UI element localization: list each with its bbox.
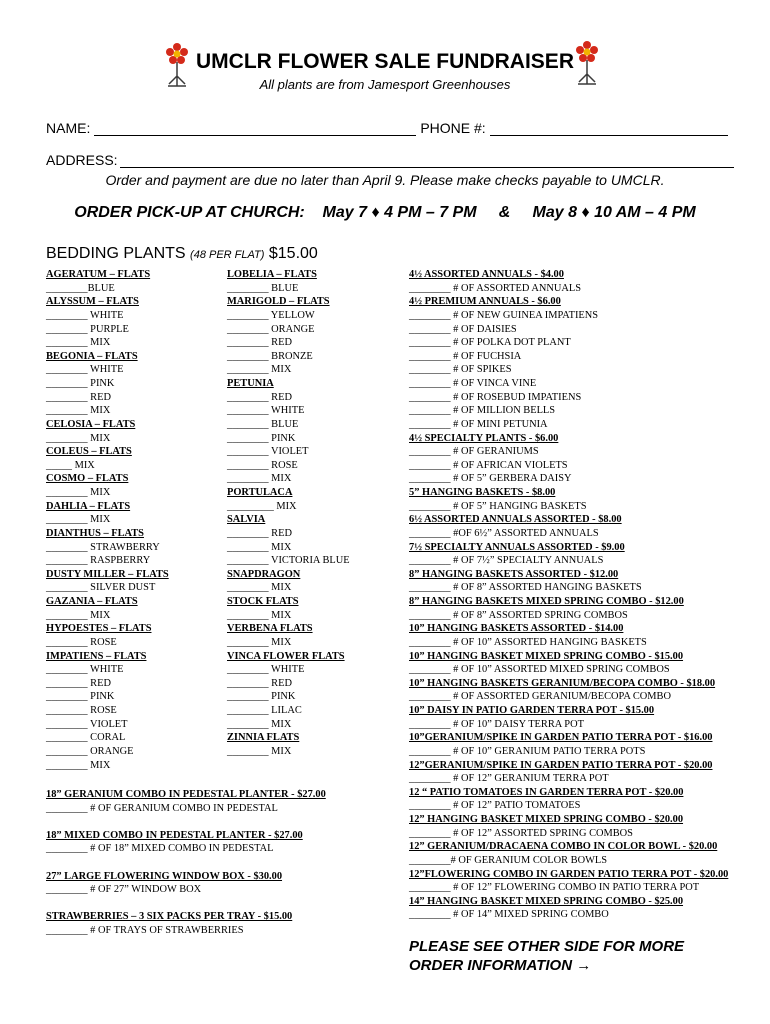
order-line[interactable]: ________ MIX: [46, 487, 111, 498]
order-line[interactable]: ________ RASPBERRY: [46, 555, 151, 567]
order-line[interactable]: ________ ORANGE: [227, 323, 315, 335]
order-line[interactable]: ________ MIX: [227, 473, 292, 485]
name-phone-row: [46, 120, 728, 136]
item-heading: MARIGOLD – FLATS: [227, 296, 330, 308]
phone-field[interactable]: [490, 120, 728, 136]
item-heading: 6½ ASSORTED ANNUALS ASSORTED - $8.00: [409, 514, 622, 526]
order-line[interactable]: ________ PINK: [227, 691, 296, 703]
order-line[interactable]: ________BLUE: [46, 282, 115, 294]
planter-list: [46, 788, 326, 938]
order-line[interactable]: ________ # OF 5” GERBERA DAISY: [409, 473, 572, 485]
order-line[interactable]: ________ PINK: [46, 691, 115, 703]
order-line[interactable]: ________ RED: [227, 391, 292, 403]
order-line[interactable]: ________ LILAC: [227, 705, 302, 716]
page-subtitle: All plants are from Jamesport Greenhouses: [259, 77, 511, 92]
order-line[interactable]: ________ # OF SPIKES: [409, 364, 512, 376]
item-heading: COLEUS – FLATS: [46, 446, 132, 458]
order-line[interactable]: ________ # OF AFRICAN VIOLETS: [409, 459, 568, 471]
item-heading: 12 “ PATIO TOMATOES IN GARDEN TERRA POT - $20.00: [409, 786, 684, 798]
order-line[interactable]: _________ MIX: [227, 500, 297, 512]
item-heading: BEGONIA – FLATS: [46, 350, 138, 362]
section-per-flat: (48 PER FLAT): [190, 249, 265, 261]
order-line[interactable]: ________ # OF 10” ASSORTED HANGING BASKETS: [409, 636, 647, 648]
order-line[interactable]: ________ ORANGE: [46, 745, 134, 757]
order-line[interactable]: ________ MIX: [46, 405, 111, 417]
order-line[interactable]: ________ # OF POLKA DOT PLANT: [409, 337, 571, 349]
order-line[interactable]: ________ # OF 5” HANGING BASKETS: [409, 500, 587, 512]
order-line[interactable]: ________ # OF 7½” SPECIALTY ANNUALS: [409, 555, 604, 567]
planter-order-line[interactable]: ________ # OF 27” WINDOW BOX: [46, 884, 202, 896]
see-other-side-note: [409, 937, 684, 975]
item-heading: 8” HANGING BASKETS MIXED SPRING COMBO - $12.00: [409, 596, 684, 607]
see-other-side-line2: ORDER INFORMATION →: [409, 957, 592, 974]
item-heading: 4½ PREMIUM ANNUALS - $6.00: [409, 296, 561, 308]
order-line[interactable]: ________ MIX: [227, 636, 292, 648]
order-line[interactable]: ________ PINK: [227, 432, 296, 444]
item-heading: 10” DAISY IN PATIO GARDEN TERRA POT - $15.00: [409, 705, 655, 716]
item-heading: 12” HANGING BASKET MIXED SPRING COMBO - $20.00: [409, 814, 684, 825]
order-line[interactable]: ________ MIX: [227, 364, 292, 376]
plant-column-2: [227, 268, 350, 759]
section-label: BEDDING PLANTS: [46, 245, 186, 262]
item-heading: CELOSIA – FLATS: [46, 418, 136, 430]
order-line[interactable]: ________ SILVER DUST: [46, 582, 156, 594]
item-heading: ALYSSUM – FLATS: [46, 296, 139, 308]
order-line[interactable]: ________ WHITE: [227, 405, 305, 417]
item-heading: 10” HANGING BASKETS GERANIUM/BECOPA COMBO - $18.00: [409, 677, 716, 689]
item-heading: 14” HANGING BASKET MIXED SPRING COMBO - $25.00: [409, 895, 684, 907]
name-field[interactable]: [94, 120, 416, 136]
order-line[interactable]: ________ RED: [227, 337, 292, 349]
order-line[interactable]: ________ RED: [227, 677, 292, 689]
planter-order-line[interactable]: ________ # OF GERANIUM COMBO IN PEDESTAL: [46, 802, 278, 814]
order-line[interactable]: ________ STRAWBERRY: [46, 541, 160, 553]
order-line[interactable]: ________ WHITE: [46, 664, 124, 676]
order-note: Order and payment are due no later than April 9. Please make checks payable to UMCLR.: [105, 172, 665, 188]
order-line[interactable]: ________ MIX: [46, 759, 111, 771]
planter-order-line[interactable]: ________ # OF TRAYS OF STRAWBERRIES: [46, 924, 244, 936]
planter-heading: STRAWBERRIES – 3 SIX PACKS PER TRAY - $15.00: [46, 911, 293, 923]
item-heading: PETUNIA: [227, 378, 274, 389]
order-line[interactable]: ________ # OF ROSEBUD IMPATIENS: [409, 391, 582, 403]
order-line[interactable]: ________ # OF 10” DAISY TERRA POT: [409, 718, 584, 730]
planter-heading: 18” MIXED COMBO IN PEDESTAL PLANTER - $27.00: [46, 829, 303, 841]
order-line[interactable]: ________ ROSE: [46, 705, 117, 716]
order-line[interactable]: ________ PURPLE: [46, 323, 129, 335]
order-line[interactable]: ________ # OF 12” FLOWERING COMBO IN PATIO TERRA POT: [409, 882, 700, 894]
order-line[interactable]: ________ # OF 10” GERANIUM PATIO TERRA POTS: [409, 745, 646, 757]
order-line[interactable]: ________ # OF MINI PETUNIA: [409, 418, 548, 430]
page-title: UMCLR FLOWER SALE FUNDRAISER: [196, 50, 574, 73]
item-heading: 5” HANGING BASKETS - $8.00: [409, 487, 556, 498]
order-line[interactable]: ________ # OF 12” PATIO TOMATOES: [409, 800, 581, 812]
item-heading: DAHLIA – FLATS: [46, 500, 131, 512]
order-line[interactable]: ________ # OF FUCHSIA: [409, 350, 522, 362]
see-other-side-line1: PLEASE SEE OTHER SIDE FOR MORE: [409, 938, 685, 955]
planter-heading: 27” LARGE FLOWERING WINDOW BOX - $30.00: [46, 870, 283, 882]
item-heading: HYPOESTES – FLATS: [46, 623, 152, 635]
order-line[interactable]: ________ # OF 14” MIXED SPRING COMBO: [409, 909, 609, 921]
order-line[interactable]: ________ WHITE: [227, 664, 305, 676]
order-line[interactable]: ________ MIX: [46, 337, 111, 349]
item-heading: 8” HANGING BASKETS ASSORTED - $12.00: [409, 568, 619, 580]
planter-item: [46, 788, 326, 815]
order-line[interactable]: ________ YELLOW: [227, 309, 315, 321]
item-heading: VERBENA FLATS: [227, 623, 313, 635]
item-heading: 4½ ASSORTED ANNUALS - $4.00: [409, 269, 564, 280]
order-line[interactable]: ________# OF GERANIUM COLOR BOWLS: [409, 854, 608, 866]
order-line[interactable]: ________ MIX: [227, 609, 292, 621]
order-line[interactable]: ________ VIOLET: [46, 718, 128, 730]
order-line[interactable]: ________ # OF 12” GERANIUM TERRA POT: [409, 773, 609, 785]
address-field[interactable]: [120, 152, 734, 168]
order-line[interactable]: ________ WHITE: [46, 364, 124, 376]
address-row: [46, 152, 734, 168]
item-heading: STOCK FLATS: [227, 596, 299, 607]
order-line[interactable]: ________ BLUE: [227, 418, 299, 430]
item-heading: LOBELIA – FLATS: [227, 269, 317, 280]
order-line[interactable]: ________ MIX: [227, 745, 292, 757]
item-heading: 10” HANGING BASKETS ASSORTED - $14.00: [409, 623, 624, 635]
item-heading: DIANTHUS – FLATS: [46, 527, 144, 539]
item-heading: 12”FLOWERING COMBO IN GARDEN PATIO TERRA POT - $20.00: [409, 868, 729, 880]
item-heading: IMPATIENS – FLATS: [46, 650, 147, 662]
pickup-info: ORDER PICK-UP AT CHURCH: May 7 ♦ 4 PM – 7 PM & May 8 ♦ 10 AM – 4 PM: [74, 204, 696, 221]
item-heading: ZINNIA FLATS: [227, 732, 300, 744]
item-heading: COSMO – FLATS: [46, 473, 129, 485]
item-heading: 7½ SPECIALTY ANNUALS ASSORTED - $9.00: [409, 541, 625, 553]
item-heading: SALVIA: [227, 514, 266, 526]
item-heading: 4½ SPECIALTY PLANTS - $6.00: [409, 432, 559, 444]
planter-item: [46, 870, 326, 897]
order-line[interactable]: ________ # OF ASSORTED ANNUALS: [409, 282, 581, 294]
item-heading: 12”GERANIUM/SPIKE IN GARDEN PATIO TERRA POT - $20.00: [409, 759, 713, 771]
planter-heading: 18” GERANIUM COMBO IN PEDESTAL PLANTER - $27.00: [46, 789, 326, 800]
order-line[interactable]: ________ # OF 8” ASSORTED HANGING BASKETS: [409, 582, 642, 594]
plant-column-3: [409, 268, 728, 922]
order-line[interactable]: ________ ROSE: [227, 459, 298, 471]
planter-item: [46, 910, 326, 937]
order-line[interactable]: ________ RED: [46, 677, 111, 689]
phone-label: PHONE #:: [420, 120, 486, 136]
order-line[interactable]: ________ MIX: [46, 432, 111, 444]
item-heading: 10”GERANIUM/SPIKE IN GARDEN PATIO TERRA POT - $16.00: [409, 732, 713, 744]
order-line[interactable]: ________ BLUE: [227, 282, 299, 294]
order-line[interactable]: ________ # OF NEW GUINEA IMPATIENS: [409, 309, 599, 321]
planter-item: [46, 829, 326, 856]
order-line[interactable]: ________ # OF ASSORTED GERANIUM/BECOPA COMBO: [409, 691, 671, 703]
order-line[interactable]: ________ # OF 10” ASSORTED MIXED SPRING COMBOS: [409, 664, 670, 676]
order-line[interactable]: ________ VICTORIA BLUE: [227, 555, 350, 567]
item-heading: 10” HANGING BASKET MIXED SPRING COMBO - $15.00: [409, 650, 684, 662]
order-line[interactable]: ________ # OF DAISIES: [409, 323, 517, 335]
order-line[interactable]: ________ CORAL: [46, 732, 126, 744]
order-line[interactable]: _____ MIX: [46, 459, 95, 471]
order-line[interactable]: ________ MIX: [227, 541, 292, 553]
order-line[interactable]: ________ VIOLET: [227, 446, 309, 458]
item-heading: 12” GERANIUM/DRACAENA COMBO IN COLOR BOWL - $20.00: [409, 841, 718, 853]
name-label: NAME:: [46, 120, 91, 136]
planter-order-line[interactable]: ________ # OF 18” MIXED COMBO IN PEDESTAL: [46, 843, 274, 855]
section-price: $15.00: [268, 245, 318, 262]
item-heading: PORTULACA: [227, 487, 293, 498]
order-line[interactable]: ________ #OF 6½” ASSORTED ANNUALS: [409, 527, 599, 539]
order-line[interactable]: ________ ROSE: [46, 636, 117, 648]
order-line[interactable]: ________ # OF VINCA VINE: [409, 378, 537, 389]
order-line[interactable]: ________ RED: [46, 391, 111, 403]
item-heading: VINCA FLOWER FLATS: [227, 650, 345, 662]
order-line[interactable]: ________ BRONZE: [227, 350, 313, 362]
item-heading: GAZANIA – FLATS: [46, 596, 138, 607]
order-line[interactable]: ________ MIX: [227, 582, 292, 594]
order-line[interactable]: ________ MIX: [227, 718, 292, 730]
order-line[interactable]: ________ PINK: [46, 378, 115, 389]
order-line[interactable]: ________ # OF MILLION BELLS: [409, 405, 556, 417]
item-heading: DUSTY MILLER – FLATS: [46, 568, 169, 580]
order-line[interactable]: ________ WHITE: [46, 309, 124, 321]
section-heading: [46, 245, 318, 263]
item-heading: AGERATUM – FLATS: [46, 269, 151, 280]
item-heading: SNAPDRAGON: [227, 568, 301, 580]
order-line[interactable]: ________ # OF GERANIUMS: [409, 446, 539, 458]
address-label: ADDRESS:: [46, 152, 118, 168]
order-line[interactable]: ________ # OF 12” ASSORTED SPRING COMBOS: [409, 827, 633, 839]
order-line[interactable]: ________ MIX: [46, 514, 111, 526]
order-line[interactable]: ________ # OF 8” ASSORTED SPRING COMBOS: [409, 609, 628, 621]
order-line[interactable]: ________ MIX: [46, 609, 111, 621]
plant-column-1: [46, 268, 169, 772]
order-line[interactable]: ________ RED: [227, 527, 292, 539]
